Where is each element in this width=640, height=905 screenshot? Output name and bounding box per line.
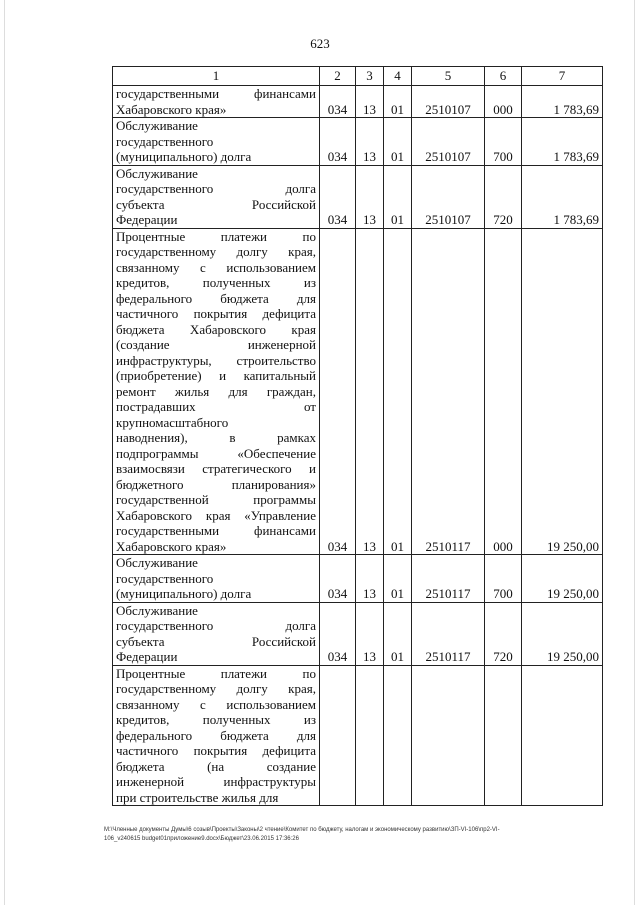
description-line: государственными финансами (116, 86, 316, 101)
description-line: частичного покрытия дефицита (116, 743, 316, 758)
amount-cell: 19 250,00 (522, 228, 603, 555)
code-cell: 13 (356, 86, 384, 118)
table-row (113, 555, 603, 603)
code-cell: 700 (485, 555, 522, 603)
code-cell: 034 (320, 165, 356, 228)
description-line: связанному с использованием (116, 259, 316, 275)
scan-edge-right (634, 0, 635, 905)
description-line: государственному долгу края, (116, 681, 316, 696)
code-cell: 2510107 (412, 118, 485, 166)
code-cell: 01 (384, 86, 412, 118)
code-cell: 720 (485, 165, 522, 228)
description-line: государственными финансами (116, 523, 316, 538)
code-cell: 13 (356, 165, 384, 228)
description-line: бюджета (на создание (116, 758, 316, 774)
table-row (113, 665, 603, 806)
description-line: Хабаровского края «Управление (116, 507, 316, 523)
description-line: (муниципального) долга (116, 149, 252, 164)
code-cell: 034 (320, 86, 356, 118)
code-cell: 2510107 (412, 165, 485, 228)
row-description (113, 118, 320, 166)
description-line: Федерации (116, 649, 178, 664)
description-line: связанному с использованием (116, 696, 316, 712)
header-cell: 6 (485, 67, 522, 86)
file-path-footer (104, 826, 624, 844)
description-line: наводнения), в рамках (116, 430, 316, 445)
code-cell (384, 665, 412, 806)
description-line: государственного долга (116, 181, 316, 196)
footer-line: M:\Членные документы Думы\6 созыв\Проекты\Законы\2 чтение\Комитет по бюджету, налогам и экономическому развитию\ЗП-VI-106\пр2-VI- (104, 827, 500, 833)
code-cell: 000 (485, 228, 522, 555)
description-line: кредитов, полученных из (116, 712, 316, 727)
description-line: государственному долгу края, (116, 244, 316, 259)
row-description (113, 555, 320, 603)
budget-table (112, 66, 603, 806)
description-line: государственного (116, 570, 214, 586)
code-cell (320, 665, 356, 806)
description-line: федерального бюджета для (116, 290, 316, 306)
code-cell (485, 665, 522, 806)
row-description (113, 228, 320, 555)
description-line: частичного покрытия дефицита (116, 306, 316, 321)
description-line: государственной программы (116, 492, 316, 507)
amount-cell: 1 783,69 (522, 86, 603, 118)
description-line: субъекта Российской (116, 196, 316, 212)
header-cell: 5 (412, 67, 485, 86)
header-row (113, 67, 603, 86)
code-cell: 13 (356, 228, 384, 555)
amount-cell: 19 250,00 (522, 555, 603, 603)
description-line: инфраструктуры, строительство (116, 352, 316, 368)
description-line: инженерной инфраструктуры (116, 774, 316, 789)
header-cell: 2 (320, 67, 356, 86)
description-line: бюджетного планирования» (116, 476, 316, 492)
table-row (113, 118, 603, 166)
code-cell: 13 (356, 555, 384, 603)
description-line: (создание инженерной (116, 337, 316, 352)
description-line: государственного (116, 133, 214, 149)
code-cell: 2510117 (412, 555, 485, 603)
code-cell: 034 (320, 602, 356, 665)
code-cell: 2510117 (412, 228, 485, 555)
description-line: пострадавших от (116, 399, 316, 414)
description-line: Процентные платежи по (116, 665, 316, 681)
description-line: при строительстве жилья для (116, 789, 279, 805)
code-cell: 01 (384, 118, 412, 166)
description-line: федерального бюджета для (116, 727, 316, 743)
row-description (113, 86, 320, 118)
table-row (113, 602, 603, 665)
code-cell: 13 (356, 602, 384, 665)
amount-cell: 1 783,69 (522, 165, 603, 228)
table-row (113, 228, 603, 555)
code-cell: 2510107 (412, 86, 485, 118)
amount-cell: 19 250,00 (522, 602, 603, 665)
header-cell: 4 (384, 67, 412, 86)
page-number: 623 (310, 36, 330, 51)
description-line: государственного долга (116, 618, 316, 633)
description-line: Обслуживание (116, 602, 198, 618)
header-cell: 3 (356, 67, 384, 86)
code-cell: 034 (320, 555, 356, 603)
description-line: подпрограммы «Обеспечение (116, 445, 316, 461)
code-cell: 2510117 (412, 602, 485, 665)
description-line: Обслуживание (116, 555, 198, 570)
description-line: субъекта Российской (116, 633, 316, 649)
code-cell: 01 (384, 228, 412, 555)
code-cell: 13 (356, 118, 384, 166)
header-cell: 1 (113, 67, 320, 86)
description-line: Обслуживание (116, 165, 198, 181)
description-line: Федерации (116, 212, 178, 227)
description-line: ремонт жилья для граждан, (116, 383, 316, 399)
amount-cell (522, 665, 603, 806)
row-description (113, 665, 320, 806)
description-line: крупномасштабного (116, 414, 229, 430)
description-line: бюджета Хабаровского края (116, 321, 316, 337)
code-cell: 034 (320, 118, 356, 166)
table-row (113, 165, 603, 228)
scan-edge-left (4, 0, 5, 905)
description-line: Процентные платежи по (116, 228, 316, 244)
amount-cell: 1 783,69 (522, 118, 603, 166)
row-description (113, 165, 320, 228)
description-line: Обслуживание (116, 118, 198, 133)
description-line: Хабаровского края» (116, 101, 227, 117)
code-cell: 720 (485, 602, 522, 665)
table-row (113, 86, 603, 118)
code-cell: 034 (320, 228, 356, 555)
description-line: (приобретение) и капитальный (116, 368, 316, 383)
code-cell: 700 (485, 118, 522, 166)
description-line: взаимосвязи стратегического и (116, 461, 316, 476)
row-description (113, 602, 320, 665)
header-cell: 7 (522, 67, 603, 86)
description-line: кредитов, полученных из (116, 275, 316, 290)
footer-line: 106_v240615 budget01приложение9.docx\Бюджет\23.06.2015 17:36:26 (104, 836, 299, 842)
code-cell: 01 (384, 602, 412, 665)
code-cell: 01 (384, 555, 412, 603)
code-cell: 01 (384, 165, 412, 228)
description-line: (муниципального) долга (116, 586, 252, 601)
code-cell (412, 665, 485, 806)
code-cell (356, 665, 384, 806)
code-cell: 000 (485, 86, 522, 118)
description-line: Хабаровского края» (116, 538, 227, 554)
